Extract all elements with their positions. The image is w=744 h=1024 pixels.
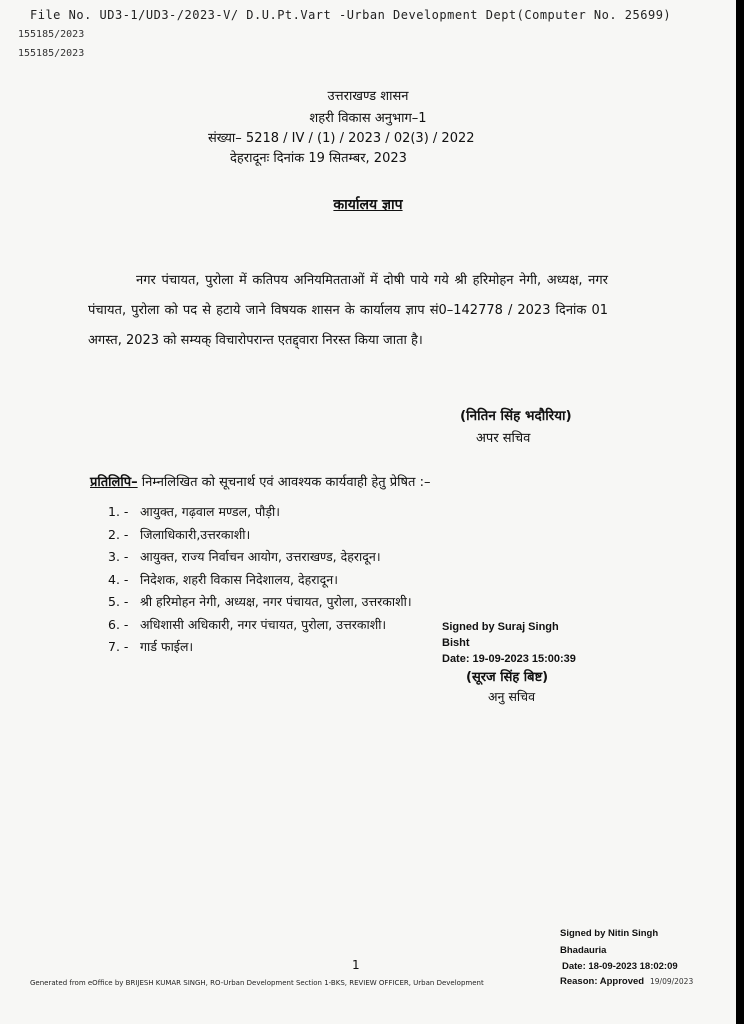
digital-signature-line: Bisht: [442, 637, 470, 649]
footer-date: 19/09/2023: [650, 977, 694, 986]
recipient-list: [108, 503, 412, 661]
list-number: 4. -: [108, 571, 129, 587]
list-item: [108, 593, 412, 616]
place-date: देहरादूनः दिनांक 19 सितम्बर, 2023: [230, 151, 407, 166]
signatory-designation: अनु सचिव: [488, 689, 536, 704]
list-text: श्री हरिमोहन नेगी, अध्यक्ष, नगर पंचायत, पुरोला, उत्तरकाशी।: [140, 594, 412, 609]
signatory-name: (नितिन सिंह भदौरिया): [460, 408, 572, 424]
digital-signature-line: Signed by Suraj Singh: [442, 621, 559, 633]
copy-to-label: प्रतिलिपि–: [90, 475, 138, 490]
list-number: 2. -: [108, 526, 129, 542]
page-number: 1: [352, 958, 360, 972]
copy-to-text: निम्नलिखित को सूचनार्थ एवं आवश्यक कार्यवाही हेतु प्रेषित :–: [137, 475, 431, 490]
list-number: 6. -: [108, 616, 129, 632]
document-id: 155185/2023: [18, 29, 85, 40]
digital-signature-date: Date: 19-09-2023 15:00:39: [442, 653, 576, 665]
list-number: 1. -: [108, 504, 129, 519]
government-name: उत्तराखण्ड शासन: [327, 89, 409, 104]
list-number: 3. -: [108, 549, 129, 564]
list-text: आयुक्त, राज्य निर्वाचन आयोग, उत्तराखण्ड, देहरादून।: [140, 549, 381, 564]
list-text: आयुक्त, गढ़वाल मण्डल, पौड़ी।: [140, 504, 281, 519]
footer-generated: Generated from eOffice by BRIJESH KUMAR SINGH, RO-Urban Development Section 1-BKS, REVIEW OFFICER, Urban Development: [30, 979, 484, 987]
list-number: 7. -: [108, 639, 129, 654]
digital-signature-reason: Reason: Approved: [560, 976, 645, 987]
list-text: जिलाधिकारी,उत्तरकाशी।: [140, 526, 251, 542]
document-title: कार्यालय ज्ञाप: [333, 197, 403, 213]
memo-body: नगर पंचायत, पुरोला में कतिपय अनियमितताओं में दोषी पाये गये श्री हरिमोहन नेगी, अध्यक्ष, नगर पंचायत, पुरोला को पद से हटाये जाने विषयक शासन के कार्यालय ज्ञाप सं0–142778 / 2023 दिनांक 01 अगस्त, 2023 को सम्यक् विचारोपरान्त एतद्द्वारा निरस्त किया जाता है।: [88, 273, 608, 348]
document-id: 155185/2023: [18, 48, 85, 59]
file-number-header: File No. UD3-1/UD3-/2023-V/ D.U.Pt.Vart -Urban Development Dept(Computer No. 25699): [30, 8, 672, 22]
list-item: [108, 638, 412, 661]
list-item: [108, 616, 412, 639]
list-text: निदेशक, शहरी विकास निदेशालय, देहरादून।: [140, 571, 338, 587]
signatory-designation: अपर सचिव: [476, 431, 531, 446]
copy-to-line: [90, 472, 430, 490]
digital-signature-line: Signed by Nitin Singh: [560, 928, 659, 939]
list-item: [108, 571, 412, 594]
list-number: 5. -: [108, 594, 129, 609]
list-item: [108, 503, 412, 526]
reference-number: संख्या– 5218 / IV / (1) / 2023 / 02(3) / 2022: [208, 131, 475, 146]
section-name: शहरी विकास अनुभाग–1: [309, 111, 427, 126]
digital-signature-line: Bhadauria: [560, 945, 607, 956]
list-item: [108, 548, 412, 571]
list-text: गार्ड फाईल।: [140, 639, 194, 654]
digital-signature-date: Date: 18-09-2023 18:02:09: [562, 961, 678, 972]
signatory-name: (सूरज सिंह बिष्ट): [466, 670, 549, 685]
list-text: अधिशासी अधिकारी, नगर पंचायत, पुरोला, उत्तरकाशी।: [140, 616, 387, 632]
list-item: [108, 526, 412, 549]
